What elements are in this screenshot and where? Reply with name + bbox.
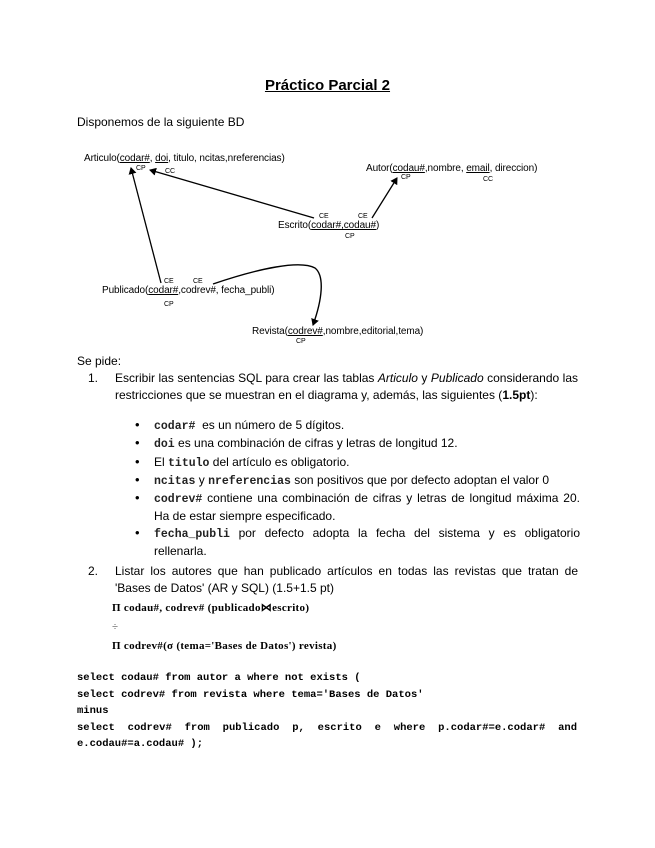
relational-algebra-line-3: Π codrev#(σ (tema='Bases de Datos') revista) — [112, 640, 337, 652]
fk-arrow-publicado-articulo — [131, 168, 161, 283]
primary-key: codrev# — [287, 326, 323, 337]
sql-line: select codrev# from publicado p, escrito e where p.codar#=e.codar# and — [77, 721, 577, 734]
question-2-number: 2. — [88, 564, 99, 578]
list-item — [135, 525, 580, 560]
table-name: Publicado( — [102, 285, 149, 296]
sql-line: select codau# from autor a where not exists ( — [77, 672, 361, 684]
label-cp-escrito: CP — [345, 233, 355, 240]
code-term: titulo — [168, 456, 210, 470]
text: contiene una combinación de cifras y letras de longitud máxima 20. Ha de estar siempre especificado. — [154, 491, 580, 524]
points-value: 1.5pt — [502, 387, 531, 402]
text: son positivos que por defecto adoptan el valor 0 — [290, 472, 550, 487]
relational-algebra-division: ÷ — [112, 621, 119, 633]
list-item — [135, 435, 580, 453]
question-1-text — [115, 370, 578, 403]
table-name: Articulo( — [84, 153, 120, 164]
text: es un número de 5 dígitos. — [195, 418, 345, 432]
label-cp-articulo: CP — [136, 165, 146, 172]
list-item — [135, 472, 580, 490]
code-term: doi — [154, 438, 175, 452]
text: y — [417, 371, 431, 385]
list-item — [135, 490, 580, 525]
sql-solution — [77, 670, 577, 753]
label-cc-autor: CC — [483, 176, 494, 183]
label-ce-escrito-1: CE — [319, 213, 329, 220]
question-2-text: Listar los autores que han publicado artículos en todas las revistas que tratan de 'Bases de Datos' (AR y SQL) (1.5+1.5 pt) — [115, 564, 578, 595]
sql-line: select codrev# from revista where tema='Bases de Datos' — [77, 688, 424, 701]
label-cp-publicado: CP — [164, 301, 174, 308]
table-autor — [366, 163, 537, 174]
table-name-articulo: Articulo — [377, 371, 418, 385]
label-cp-revista: CP — [296, 338, 306, 345]
sql-line: e.codau#=a.codau# ); — [77, 738, 204, 750]
code-term: codar# — [154, 420, 196, 433]
text: es una combinación de cifras y letras de longitud 12. — [174, 436, 458, 451]
table-name: Escrito( — [278, 220, 312, 231]
label-ce-publicado-2: CE — [193, 278, 203, 285]
fk-arrow-escrito-articulo — [150, 170, 314, 218]
label-cc-articulo: CC — [165, 168, 176, 175]
table-articulo — [84, 153, 285, 164]
list-item — [135, 417, 580, 435]
candidate-key: email — [466, 163, 490, 174]
table-name-publicado: Publicado — [430, 371, 484, 385]
text: El — [154, 454, 169, 469]
text: del artículo es obligatorio. — [209, 454, 350, 469]
text: y — [195, 472, 209, 487]
question-1-number: 1. — [88, 371, 99, 385]
table-name: Autor( — [366, 163, 393, 174]
code-term: nreferencias — [208, 474, 291, 488]
table-escrito — [278, 220, 379, 231]
label-ce-escrito-2: CE — [358, 213, 368, 220]
table-publicado — [102, 285, 274, 296]
attributes: ) — [375, 220, 380, 231]
attributes: , direccion) — [489, 163, 538, 174]
fk-arrow-escrito-autor — [372, 178, 397, 218]
questions-header: Se pide: — [77, 354, 122, 368]
label-cp-autor: CP — [401, 174, 411, 181]
primary-key: codar# — [119, 153, 150, 164]
table-name: Revista( — [252, 326, 288, 337]
primary-key: codar# — [148, 285, 179, 296]
page-title: Práctico Parcial 2 — [264, 77, 391, 94]
primary-key: codau# — [392, 163, 425, 174]
table-revista — [252, 326, 423, 337]
text: por defecto adopta la fecha del sistema y es obligatorio rellenarla. — [154, 525, 580, 559]
text: Escribir las sentencias SQL para crear las tablas — [115, 371, 378, 385]
requirements-list — [135, 417, 580, 559]
label-ce-publicado-1: CE — [164, 278, 174, 285]
attributes: ,nombre, — [424, 163, 467, 174]
relational-algebra-line-1: Π codau#, codrev# (publicado⋈escrito) — [112, 602, 310, 614]
attributes: ,codrev#, fecha_publi) — [178, 285, 275, 296]
intro-text: Disponemos de la siguiente BD — [77, 115, 245, 129]
separator: , — [149, 153, 156, 164]
list-item — [135, 454, 580, 472]
text: ): — [530, 387, 538, 402]
candidate-key: doi — [155, 153, 169, 164]
code-term: ncitas — [154, 474, 196, 488]
attributes: ,nombre,editorial,tema) — [322, 326, 424, 337]
code-term: fecha_publi — [154, 527, 230, 541]
sql-line: minus — [77, 705, 109, 717]
attributes: , titulo, ncitas,nreferencias) — [168, 153, 285, 164]
text: considerando las restricciones que se muestran en el diagrama y, además, las siguientes ( — [115, 371, 579, 402]
primary-key: codar#,codau# — [311, 220, 376, 231]
code-term: codrev# — [154, 493, 203, 507]
